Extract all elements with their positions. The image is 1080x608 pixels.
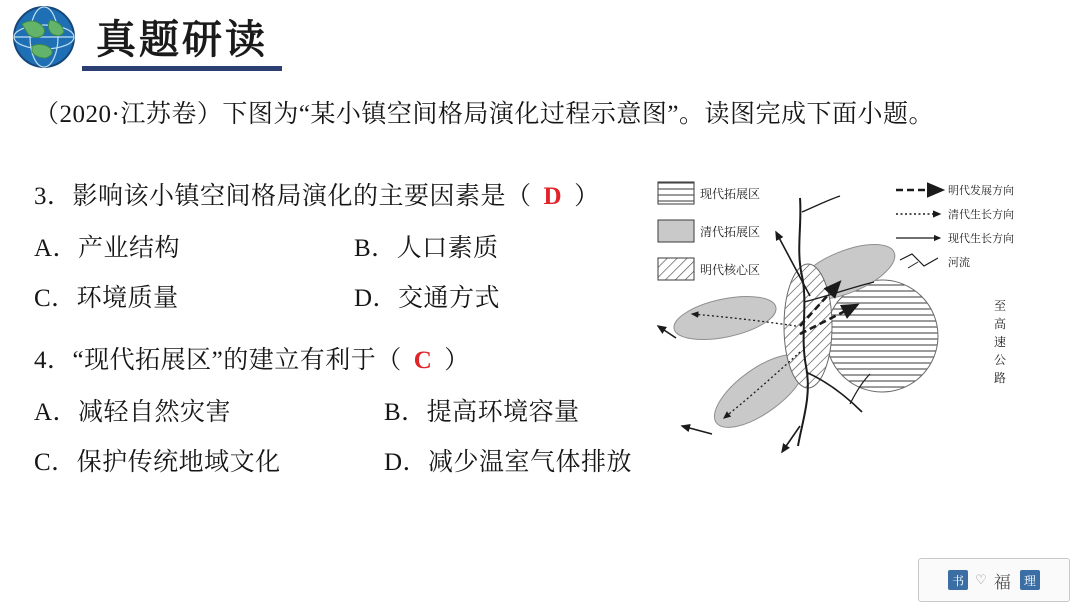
question-stem-3-text: 3．影响该小镇空间格局演化的主要因素是（	[34, 183, 532, 210]
heart-icon: ♡	[975, 572, 987, 587]
svg-text:河流: 河流	[948, 257, 970, 269]
figure-town-spatial-evolution	[650, 176, 1062, 476]
figure-legend-lines	[896, 183, 1014, 269]
figure-legend-fill	[658, 182, 760, 280]
page-title: 真题研读	[96, 17, 268, 62]
svg-text:高: 高	[994, 317, 1007, 331]
option-row	[34, 228, 634, 264]
question-stem-4	[34, 340, 634, 376]
options-4	[34, 392, 634, 478]
svg-text:现代拓展区: 现代拓展区	[700, 187, 761, 201]
option-3-c[interactable]: C．环境质量	[34, 285, 179, 312]
option-4-c[interactable]: C．保护传统地域文化	[34, 449, 281, 476]
svg-text:清代生长方向: 清代生长方向	[948, 209, 1014, 221]
question-stem-4-text: 4．“现代拓展区”的建立有利于（	[34, 347, 402, 374]
svg-text:路: 路	[994, 371, 1007, 385]
slide-header	[0, 0, 1080, 78]
question-block-3	[34, 176, 634, 328]
badge-icon: 书	[948, 570, 968, 590]
question-stem-3	[34, 176, 634, 212]
svg-text:清代拓展区: 清代拓展区	[700, 225, 761, 239]
svg-text:明代发展方向: 明代发展方向	[948, 185, 1014, 197]
option-row	[34, 392, 634, 428]
answer-3: D	[543, 183, 563, 210]
globe-icon	[8, 4, 80, 70]
option-4-a[interactable]: A．减轻自然灾害	[34, 399, 232, 426]
question-block-4	[34, 340, 634, 492]
option-row	[34, 278, 634, 314]
question-stem-3-close: ）	[574, 183, 600, 210]
question-stem-4-close: ）	[444, 347, 470, 374]
svg-text:至: 至	[994, 299, 1007, 313]
option-row	[34, 442, 634, 478]
option-4-b[interactable]: B．提高环境容量	[384, 399, 580, 426]
svg-text:明代核心区: 明代核心区	[700, 263, 761, 277]
svg-text:现代生长方向: 现代生长方向	[948, 233, 1014, 245]
option-4-d[interactable]: D．减少温室气体排放	[384, 449, 633, 476]
watermark-text: 福	[993, 572, 1013, 592]
svg-text:公: 公	[994, 353, 1007, 367]
lead-paragraph: （2020·江苏卷）下图为“某小镇空间格局演化过程示意图”。读图完成下面小题。	[34, 101, 935, 128]
watermark-badge-2: 理	[1020, 570, 1040, 590]
options-3	[34, 228, 634, 314]
option-3-a[interactable]: A．产业结构	[34, 235, 181, 262]
svg-text:速: 速	[994, 335, 1007, 349]
answer-4: C	[413, 347, 433, 374]
watermark	[918, 558, 1070, 602]
option-3-d[interactable]: D．交通方式	[354, 285, 501, 312]
option-3-b[interactable]: B．人口素质	[354, 235, 499, 262]
title-underline	[82, 66, 282, 71]
